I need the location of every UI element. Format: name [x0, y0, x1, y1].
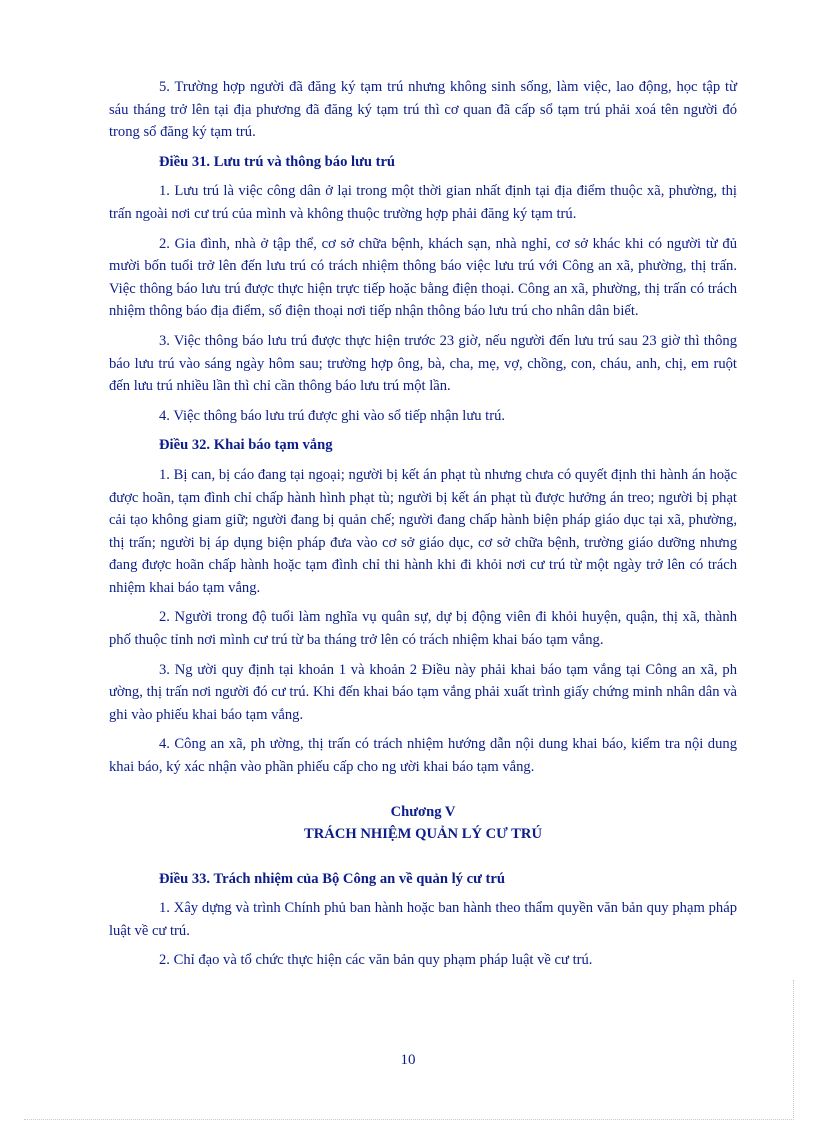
article-32-title: Điều 32. Khai báo tạm vắng: [159, 437, 333, 454]
article-32-clause-3: 3. Ng ười quy định tại khoản 1 và khoản 2 Điều này phải khai báo tạm vắng tại Công an xã, ph ường, thị trấn nơi người đó cư trú. Khi đến khai báo tạm vắng phải xuất trình giấy chứng minh nhân dân và ghi vào phiếu khai báo tạm vắng.: [109, 661, 737, 723]
article-31-clause-4: 4. Việc thông báo lưu trú được ghi vào sổ tiếp nhận lưu trú.: [159, 407, 506, 424]
article-31-clause-3: 3. Việc thông báo lưu trú được thực hiện trước 23 giờ, nếu người đến lưu trú sau 23 giờ thì thông báo lưu trú vào sáng ngày hôm sau; trường hợp ông, bà, cha, mẹ, vợ, chồng, con, cháu, anh, chị, em ruột đến lưu trú nhiều lần thì chỉ cần thông báo lưu trú một lần.: [109, 332, 737, 395]
article-33-clause-1: 1. Xây dựng và trình Chính phủ ban hành hoặc ban hành theo thẩm quyền văn bản quy phạm pháp luật về cư trú.: [109, 900, 737, 939]
article-32-clause-4: 4. Công an xã, ph ường, thị trấn có trách nhiệm hướng dẫn nội dung khai báo, kiểm tra nội dung khai báo, ký xác nhận vào phần phiếu cấp cho ng ười khai báo tạm vắng.: [109, 736, 737, 776]
page-number: 10: [400, 1052, 416, 1068]
article-32-clause-2: 2. Người trong độ tuổi làm nghĩa vụ quân sự, dự bị động viên đi khỏi huyện, quận, thị xã, thành phố thuộc tỉnh nơi mình cư trú từ ba tháng trở lên có trách nhiệm khai báo tạm vắng.: [109, 609, 737, 649]
article-31-clause-2: 2. Gia đình, nhà ở tập thể, cơ sở chữa bệnh, khách sạn, nhà nghỉ, cơ sở khác khi có người từ đủ mười bốn tuổi trở lên đến lưu trú có trách nhiệm thông báo việc lưu trú với Công an xã, phường, thị trấn. Việc thông báo lưu trú được thực hiện trực tiếp hoặc bằng điện thoại. Công an xã, phường, thị trấn có trách nhiệm thông báo địa điểm, số điện thoại nơi tiếp nhận thông báo lưu trú cho nhân dân biết.: [109, 235, 737, 320]
document-body: [109, 76, 737, 979]
article-33-title: Điều 33. Trách nhiệm của Bộ Công an về quản lý cư trú: [159, 870, 505, 887]
article-32-clause-1: 1. Bị can, bị cáo đang tại ngoại; người bị kết án phạt tù nhưng chưa có quyết định thi hành án hoặc được hoãn, tạm đình chỉ chấp hành hình phạt tù; người bị kết án phạt tù được hưởng án treo; người bị phạt cải tạo không giam giữ; người đang bị quản chế; người đang chấp hành biện pháp giáo dục tại xã, phường, thị trấn; người bị áp dụng biện pháp đưa vào cơ sở giáo dục, cơ sở chữa bệnh, trường giáo dưỡng nhưng đang được hoãn chấp hành hoặc tạm đình chỉ thi hành khi đi khỏi nơi cư trú từ một ngày trở lên có trách nhiệm khai báo tạm vắng.: [109, 466, 737, 596]
chapter-number: Chương V: [390, 803, 456, 820]
article-31-clause-1: 1. Lưu trú là việc công dân ở lại trong một thời gian nhất định tại địa điểm thuộc xã, phường, thị trấn ngoài nơi cư trú của mình và không thuộc trường hợp phải đăng ký tạm trú.: [109, 183, 737, 222]
page-border-bottom: [24, 1119, 792, 1120]
article-33-clause-2: 2. Chỉ đạo và tổ chức thực hiện các văn bản quy phạm pháp luật về cư trú.: [159, 952, 593, 969]
page-border-right: [793, 980, 794, 1120]
article-31-title: Điều 31. Lưu trú và thông báo lưu trú: [159, 153, 396, 170]
article-30-clause-5: 5. Trường hợp người đã đăng ký tạm trú nhưng không sinh sống, làm việc, lao động, học tập từ sáu tháng trở lên tại địa phương đã đăng ký tạm trú thì cơ quan đã cấp sổ tạm trú phải xoá tên người đó trong sổ đăng ký tạm trú.: [109, 79, 737, 141]
chapter-title: TRÁCH NHIỆM QUẢN LÝ CƯ TRÚ: [304, 825, 542, 842]
